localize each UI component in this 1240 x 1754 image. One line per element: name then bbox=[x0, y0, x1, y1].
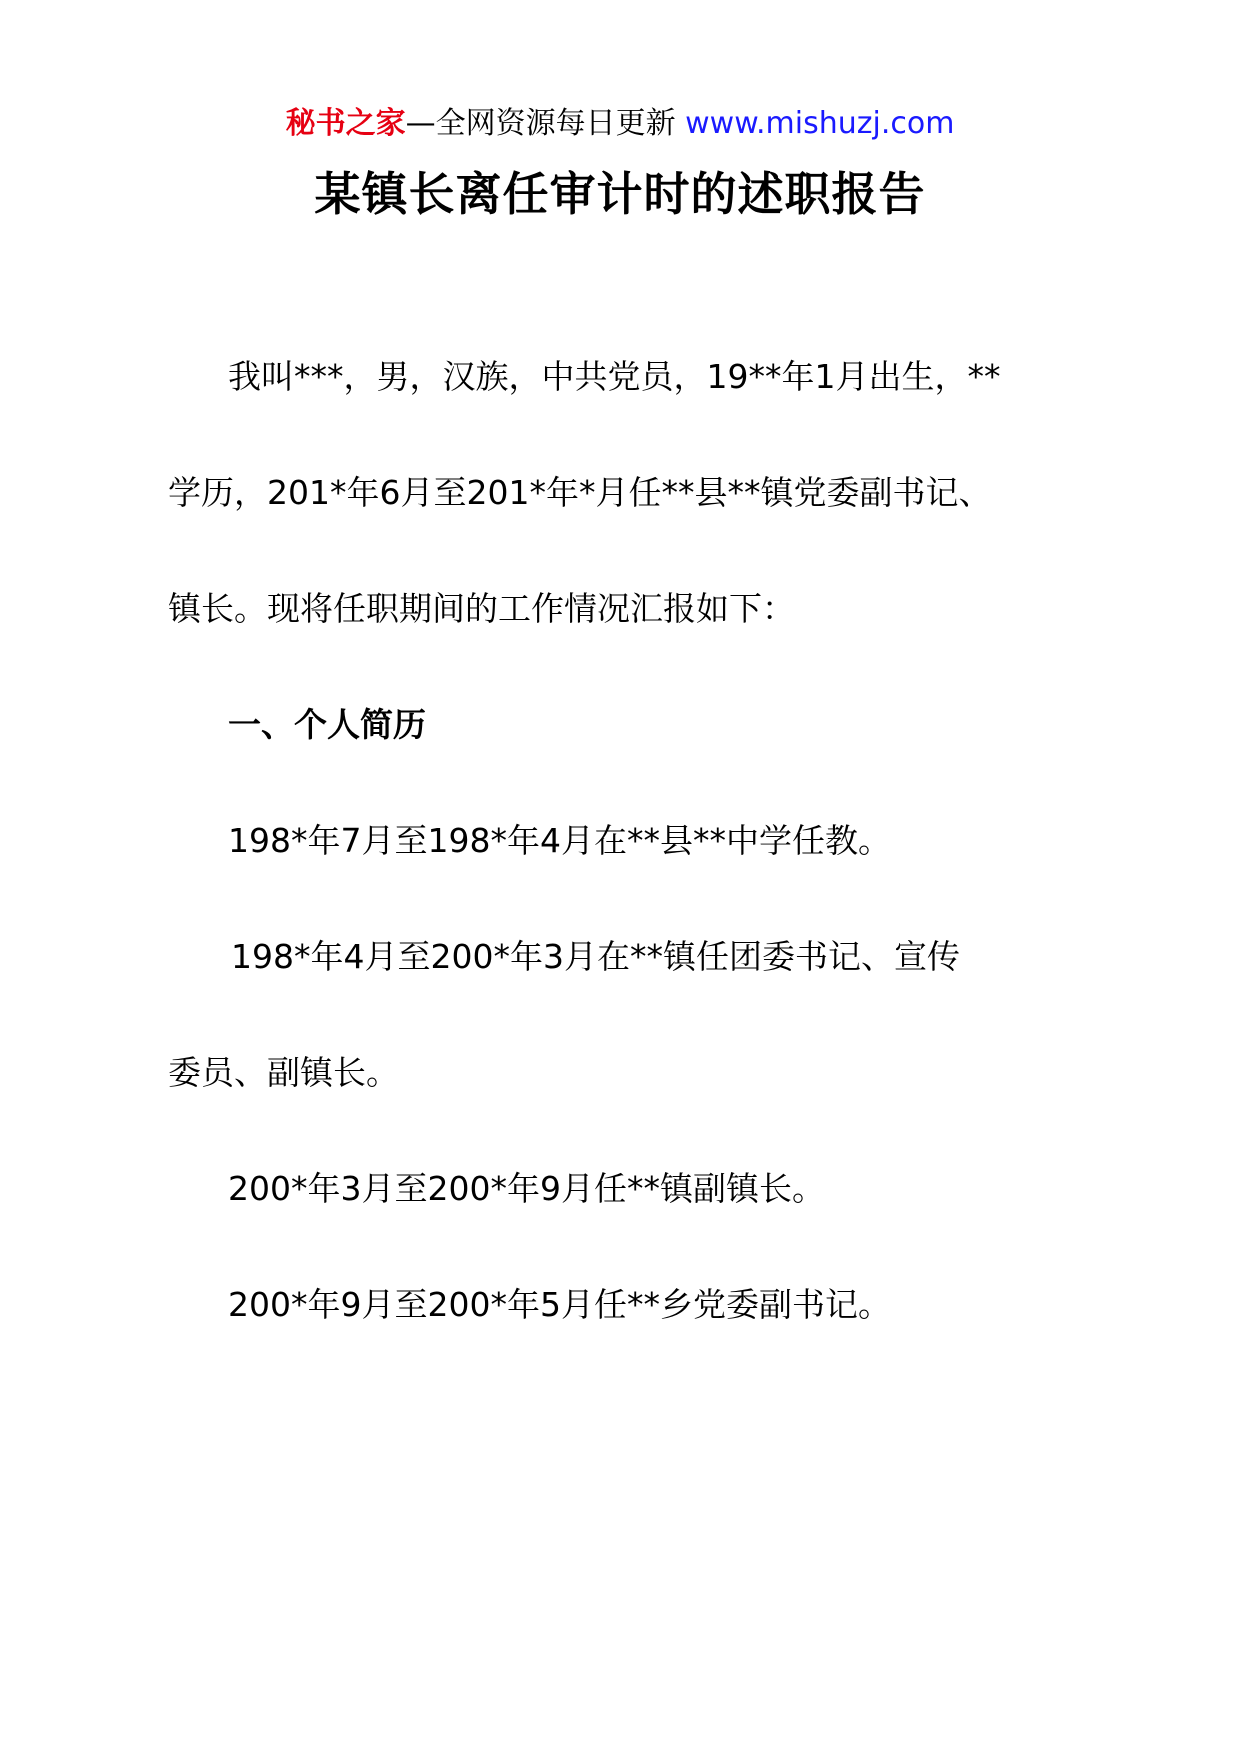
resume-item-1: 198*年7月至198*年4月在**县**中学任教。 bbox=[228, 821, 891, 860]
resume-item-3: 200*年3月至200*年9月任**镇副镇长。 bbox=[228, 1169, 825, 1208]
site-tagline: —全网资源每日更新 bbox=[405, 106, 686, 141]
intro-line-2: 学历，201*年6月至201*年*月任**县**镇党委副书记、 bbox=[168, 473, 992, 512]
intro-line-1: 我叫***，男，汉族，中共党员，19**年1月出生，** bbox=[228, 357, 1001, 396]
section-heading-resume: 一、个人简历 bbox=[228, 705, 426, 744]
intro-line-3: 镇长。现将任职期间的工作情况汇报如下： bbox=[168, 589, 795, 628]
resume-item-2-line-2: 委员、副镇长。 bbox=[168, 1053, 399, 1092]
brand-name: 秘书之家 bbox=[285, 106, 406, 141]
resume-item-2-line-1: 198*年4月至200*年3月在**镇任团委书记、宣传 bbox=[231, 937, 960, 976]
resume-item-4: 200*年9月至200*年5月任**乡党委副书记。 bbox=[228, 1285, 891, 1324]
document-title: 某镇长离任审计时的述职报告 bbox=[314, 167, 926, 221]
site-header bbox=[0, 102, 1240, 146]
site-url-link[interactable]: www.mishuzj.com bbox=[685, 106, 955, 141]
